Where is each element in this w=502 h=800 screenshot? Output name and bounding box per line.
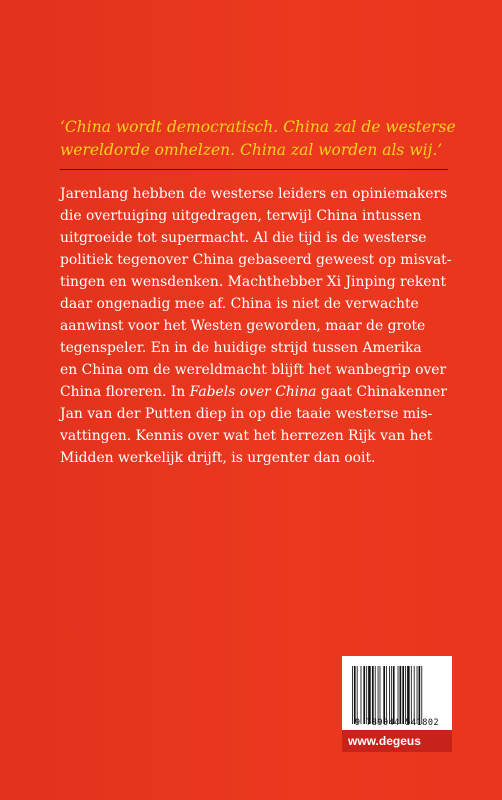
blurb-line: die overtuiging uitgedragen, terwijl China intussen [60, 208, 422, 224]
barcode-bar [357, 666, 358, 724]
barcode-bar [417, 666, 418, 724]
blurb-fragment: China floreren. In [60, 384, 186, 400]
barcode-bar [411, 666, 412, 724]
barcode-bar [402, 666, 404, 724]
blurb-line: Jarenlang hebben de westerse leiders en opiniemakers [60, 186, 448, 202]
blurb-line: Jan van der Putten diep in op die taaie westerse mis- [60, 406, 433, 422]
barcode-bar [363, 666, 365, 724]
barcode-bar [368, 666, 371, 724]
barcode-bar [389, 666, 390, 724]
barcode-label [342, 656, 452, 752]
barcode-bar [405, 666, 406, 724]
blurb-line: politiek tegenover China gebaseerd geweest op misvat- [60, 252, 452, 268]
barcode-bar [378, 666, 379, 724]
isbn-number: 9 789044 541802 [354, 718, 440, 728]
barcode-bar [354, 666, 356, 724]
barcode-bar [380, 666, 381, 724]
barcode-bar [421, 666, 422, 724]
blurb-line: uitgroeide tot supermacht. Al die tijd is de westerse [60, 230, 427, 246]
blurb-line: vattingen. Kennis over wat het herrezen Rijk van het [60, 428, 433, 444]
divider-rule [60, 169, 448, 170]
barcode-bar [372, 666, 374, 724]
barcode-bar [366, 666, 367, 724]
barcode-bar [375, 666, 376, 724]
book-title: Fabels over China [189, 384, 317, 400]
pull-quote-line: wereldorde omhelzen. China zal worden als wij.’ [60, 141, 443, 159]
blurb-line: Midden werkelijk drijft, is urgenter dan ooit. [60, 450, 376, 466]
barcode-bar [386, 666, 387, 724]
pull-quote-line: ‘China wordt democratisch. China zal de westerse [60, 118, 456, 136]
barcode-bar [407, 666, 410, 724]
blurb-line-with-title [60, 381, 452, 403]
barcode-bar [352, 666, 353, 724]
barcode-bar [419, 666, 421, 724]
barcode-bar [398, 666, 399, 724]
barcode-bar [391, 666, 392, 724]
barcode-bar [383, 666, 385, 724]
blurb-line: tingen en wensdenken. Machthebber Xi Jinping rekent [60, 274, 447, 290]
barcode-bar [393, 666, 395, 724]
barcode [350, 666, 444, 724]
barcode-bar [414, 666, 415, 724]
blurb-line: daar ongenadig mee af. China is niet de verwachte [60, 296, 419, 312]
blurb-line: tegenspeler. En in de huidige strijd tussen Amerika [60, 340, 422, 356]
blurb-line: en China om de wereldmacht blijft het wanbegrip over [60, 362, 447, 378]
blurb-text [60, 183, 452, 469]
barcode-bar [361, 666, 362, 724]
blurb-fragment: gaat Chinakenner [320, 384, 447, 400]
barcode-bar [400, 666, 402, 724]
blurb-line: aanwinst voor het Westen geworden, maar de grote [60, 318, 426, 334]
pull-quote [60, 116, 460, 162]
publisher-website: www.degeus [342, 730, 452, 752]
